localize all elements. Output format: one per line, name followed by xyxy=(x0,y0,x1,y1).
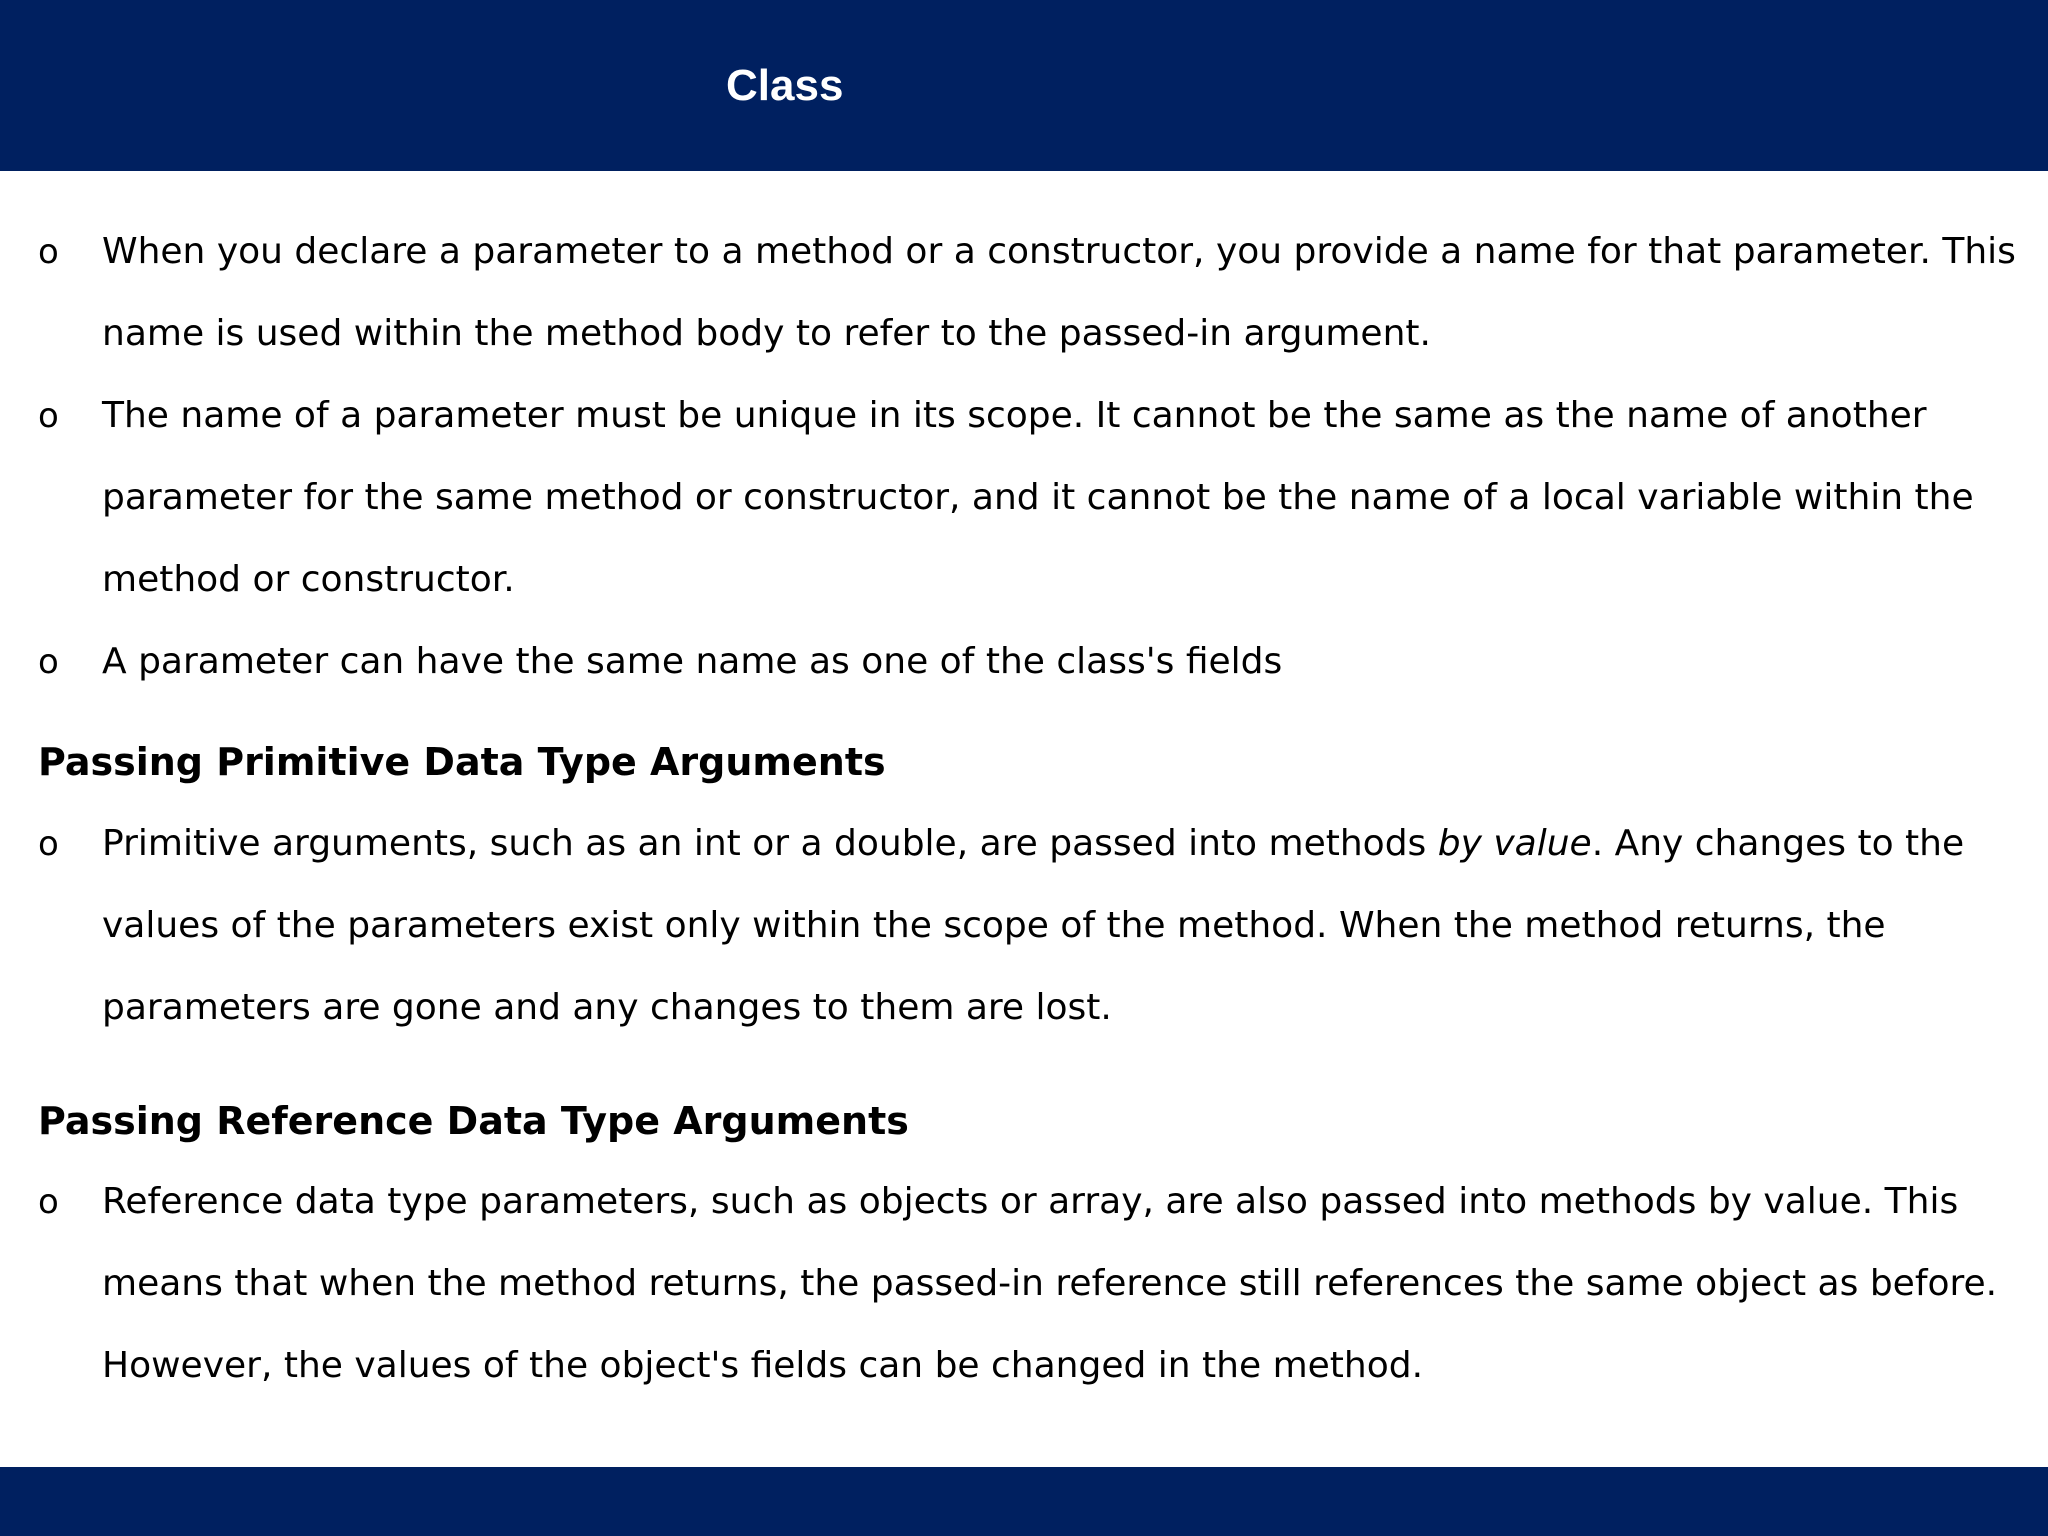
bullet-item-unique-name: The name of a parameter must be unique in its scope. It cannot be the same as the name of another parameter for the same method or constructor, and it cannot be the name of a local variable within the method or constructor. xyxy=(102,395,1974,600)
primitive-text-before: Primitive arguments, such as an int or a double, are passed into methods xyxy=(102,823,1438,864)
bullet-item-reference-by-value: Reference data type parameters, such as objects or array, are also passed into methods by value. This means that when the method returns, the passed-in reference still references the same object as before. However, the values of the object's fields can be changed in the method. xyxy=(102,1181,1998,1386)
footer-banner xyxy=(0,1467,2048,1536)
section-heading-reference: Passing Reference Data Type Arguments xyxy=(38,1099,909,1143)
bullet-item-primitive-by-value xyxy=(102,803,2032,1049)
bullet-marker: o xyxy=(38,396,59,436)
primitive-text-after: . Any changes to the values of the parameters exist only within the scope of the method. When the method returns, the parameters are gone and any changes to them are lost. xyxy=(102,823,1965,1028)
primitive-emphasis: by value xyxy=(1437,823,1592,864)
bullet-item-same-as-field: A parameter can have the same name as one of the class's fields xyxy=(102,641,1283,682)
section-heading-primitive: Passing Primitive Data Type Arguments xyxy=(38,740,886,784)
bullet-marker: o xyxy=(38,232,59,272)
bullet-marker: o xyxy=(38,642,59,682)
bullet-marker: o xyxy=(38,824,59,864)
slide-content xyxy=(0,171,2048,1467)
bullet-marker: o xyxy=(38,1182,59,1222)
header-banner xyxy=(0,0,2048,171)
bullet-item-declare-parameter: When you declare a parameter to a method or a constructor, you provide a name for that parameter. This name is used within the method body to refer to the passed-in argument. xyxy=(102,231,2016,354)
page-title: Class xyxy=(726,61,844,110)
